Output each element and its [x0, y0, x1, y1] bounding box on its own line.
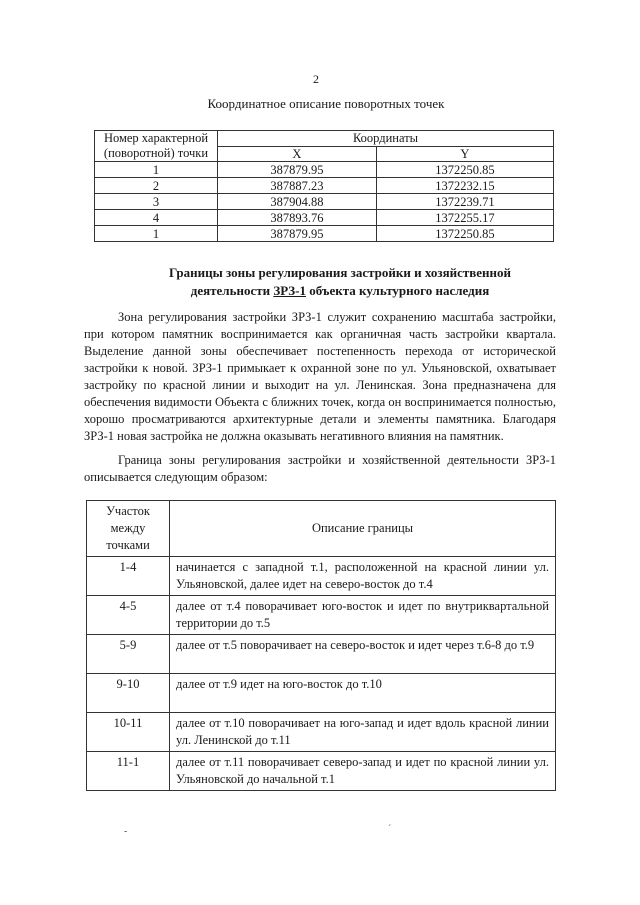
description: начинается с западной т.1, расположенной на красной линии ул. Ульяновской, далее идет на северо-восток до т.4 [170, 557, 556, 596]
section-title [130, 264, 550, 300]
table-row [95, 226, 554, 242]
table-row [87, 752, 556, 791]
description: далее от т.5 поворачивает на северо-восток и идет через т.6-8 до т.9 [170, 635, 556, 674]
segment: 4-5 [87, 596, 170, 635]
title-post: объекта культурного наследия [309, 283, 490, 298]
coord-y: 1372239.71 [376, 194, 553, 210]
segment: 1-4 [87, 557, 170, 596]
table-header-row [95, 131, 554, 147]
header-segment: Участок между точками [87, 501, 170, 557]
page-number: 2 [313, 72, 319, 86]
coord-y: 1372232.15 [376, 178, 553, 194]
segment: 11-1 [87, 752, 170, 791]
coord-x: 387893.76 [218, 210, 377, 226]
coord-x: 387904.88 [218, 194, 377, 210]
point-number: 1 [95, 162, 218, 178]
point-number: 4 [95, 210, 218, 226]
scan-artifact: ´ [388, 824, 392, 835]
header-x: X [218, 146, 377, 162]
coord-x: 387879.95 [218, 226, 377, 242]
table-row [87, 635, 556, 674]
description: далее от т.10 поворачивает на юго-запад и идет вдоль красной линии ул. Ленинской до т.11 [170, 713, 556, 752]
coord-y: 1372255.17 [376, 210, 553, 226]
point-number: 1 [95, 226, 218, 242]
paragraph-text: Зона регулирования застройки ЗРЗ-1 служит сохранению масштаба застройки, при котором памятник воспринимается как органичная часть застройки квартала. Выделение данной зоны обеспечивает постепенность перехода от исторической застройки к новой. ЗРЗ-1 примыкает к охранной зоне по ул. Ульяновской, охватывает застройку по красной линии и выходит на ул. Ленинская. Зона предназначена для обеспечения видимости Объекта с ближних точек, когда он воспринимается полностью, хорошо просматриваются архитектурные детали и элементы памятника. Благодаря ЗРЗ-1 новая застройка не должна оказывать негативного влияния на памятник. [84, 310, 556, 443]
title-line-1: Границы зоны регулирования застройки и хозяйственной [168, 265, 512, 280]
table-row [95, 178, 554, 194]
title-pre: деятельности [190, 283, 271, 298]
table-row [95, 162, 554, 178]
description: далее от т.9 идет на юго-восток до т.10 [170, 674, 556, 713]
table-header-row [87, 501, 556, 557]
paragraph-zone-description [84, 309, 556, 445]
table-row [87, 557, 556, 596]
coord-x: 387879.95 [218, 162, 377, 178]
point-number: 3 [95, 194, 218, 210]
table-row [87, 674, 556, 713]
header-coordinates: Координаты [218, 131, 554, 147]
paragraph-boundary-intro [84, 452, 556, 486]
description: далее от т.4 поворачивает юго-восток и идет по внутриквартальной территории до т.5 [170, 596, 556, 635]
table-row [95, 194, 554, 210]
boundary-table [86, 500, 556, 791]
segment: 5-9 [87, 635, 170, 674]
table-row [95, 210, 554, 226]
scan-artifact: - [124, 826, 128, 837]
table-row [87, 596, 556, 635]
coordinates-caption: Координатное описание поворотных точек [207, 96, 445, 111]
header-description: Описание границы [170, 501, 556, 557]
header-y: Y [376, 146, 553, 162]
title-line-2 [130, 282, 550, 300]
coord-x: 387887.23 [218, 178, 377, 194]
coord-y: 1372250.85 [376, 226, 553, 242]
segment: 9-10 [87, 674, 170, 713]
coord-y: 1372250.85 [376, 162, 553, 178]
table-row [87, 713, 556, 752]
segment: 10-11 [87, 713, 170, 752]
description: далее от т.11 поворачивает северо-запад и идет по красной линии ул. Ульяновской до начальной т.1 [170, 752, 556, 791]
point-number: 2 [95, 178, 218, 194]
paragraph-text: Граница зоны регулирования застройки и хозяйственной деятельности ЗРЗ-1 описывается следующим образом: [84, 453, 556, 484]
title-zone-code: ЗРЗ-1 [273, 283, 306, 298]
header-point: Номер характерной (поворотной) точки [95, 131, 218, 162]
coordinates-table [94, 130, 554, 242]
